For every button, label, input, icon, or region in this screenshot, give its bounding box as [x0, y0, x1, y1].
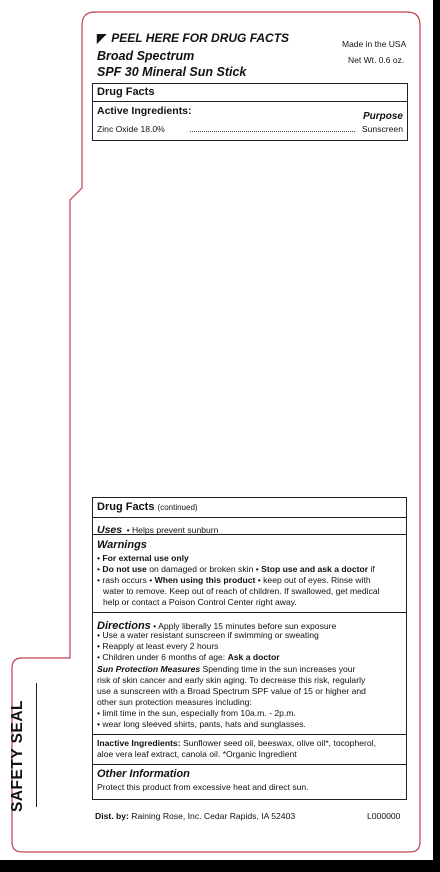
warning-line-3: water to remove. Keep out of reach of children. If swallowed, get medical	[103, 586, 380, 596]
sun-protection-line-4: other sun protection measures including:	[97, 697, 252, 707]
other-information-heading: Other Information	[97, 768, 190, 780]
sun-protection-line-6: • wear long sleeved shirts, pants, hats and sunglasses.	[97, 719, 306, 729]
drug-facts-continued-panel	[92, 497, 407, 800]
uses-section: Uses • Helps prevent sunburn	[97, 524, 219, 536]
peel-text: PEEL HERE FOR DRUG FACTS	[111, 31, 290, 45]
inactive-ingredients-line-2: aloe vera leaf extract, canola oil. *Organic Ingredient	[97, 749, 297, 759]
directions-line-4: • Children under 6 months of age: Ask a doctor	[97, 652, 280, 662]
purpose-heading: Purpose	[362, 111, 403, 122]
directions-line-1: Directions • Apply liberally 15 minutes before sun exposure	[97, 620, 337, 632]
active-ingredient: Zinc Oxide 18.0%	[97, 124, 165, 134]
drug-facts-panel	[92, 83, 408, 141]
other-information-text: Protect this product from excessive heat and direct sun.	[97, 782, 309, 792]
made-in-usa: Made in the USA	[342, 39, 407, 49]
external-use: • For external use only	[97, 553, 189, 563]
peel-arrow-icon: ◤	[97, 31, 107, 45]
product-name-line2: SPF 30 Mineral Sun Stick	[97, 65, 247, 79]
warnings-heading: Warnings	[97, 539, 147, 551]
drug-facts-title: Drug Facts	[97, 86, 155, 98]
active-ingredients-heading: Active Ingredients:	[97, 105, 192, 117]
sun-protection-line-5: • limit time in the sun, especially from 10a.m. - 2p.m.	[97, 708, 296, 718]
purpose-value: Sunscreen	[361, 124, 403, 134]
dotted-leader	[190, 131, 355, 132]
inactive-ingredients-line-1: Inactive Ingredients: Sunflower seed oil, beeswax, olive oil*, tocopherol,	[97, 738, 376, 748]
lot-code: L000000	[367, 811, 401, 821]
net-weight: Net Wt. 0.6 oz.	[348, 55, 405, 65]
sun-protection-line-3: use a sunscreen with a Broad Spectrum SPF value of 15 or higher and	[97, 686, 366, 696]
peel-here-label[interactable]	[97, 31, 289, 45]
directions-line-3: • Reapply at least every 2 hours	[97, 641, 219, 651]
warning-line-2: • rash occurs • When using this product • keep out of eyes. Rinse with	[97, 575, 371, 585]
safety-seal-divider	[36, 683, 37, 807]
sun-protection-line-2: risk of skin cancer and early skin aging. To decrease this risk, regularly	[97, 675, 366, 685]
warning-line-4: help or contact a Poison Control Center right away.	[103, 597, 297, 607]
product-name-line1: Broad Spectrum	[97, 49, 195, 63]
drug-facts-continued-title: Drug Facts (continued)	[97, 501, 198, 513]
warning-line-1: • Do not use on damaged or broken skin • Stop use and ask a doctor if	[97, 564, 375, 574]
distributor: Dist. by: Raining Rose, Inc. Cedar Rapids, IA 52403	[95, 811, 296, 821]
sun-protection-line-1: Sun Protection Measures Spending time in the sun increases your	[97, 664, 356, 674]
safety-seal-label: SAFETY SEAL	[9, 699, 26, 812]
directions-line-2: • Use a water resistant sunscreen if swimming or sweating	[97, 630, 319, 640]
